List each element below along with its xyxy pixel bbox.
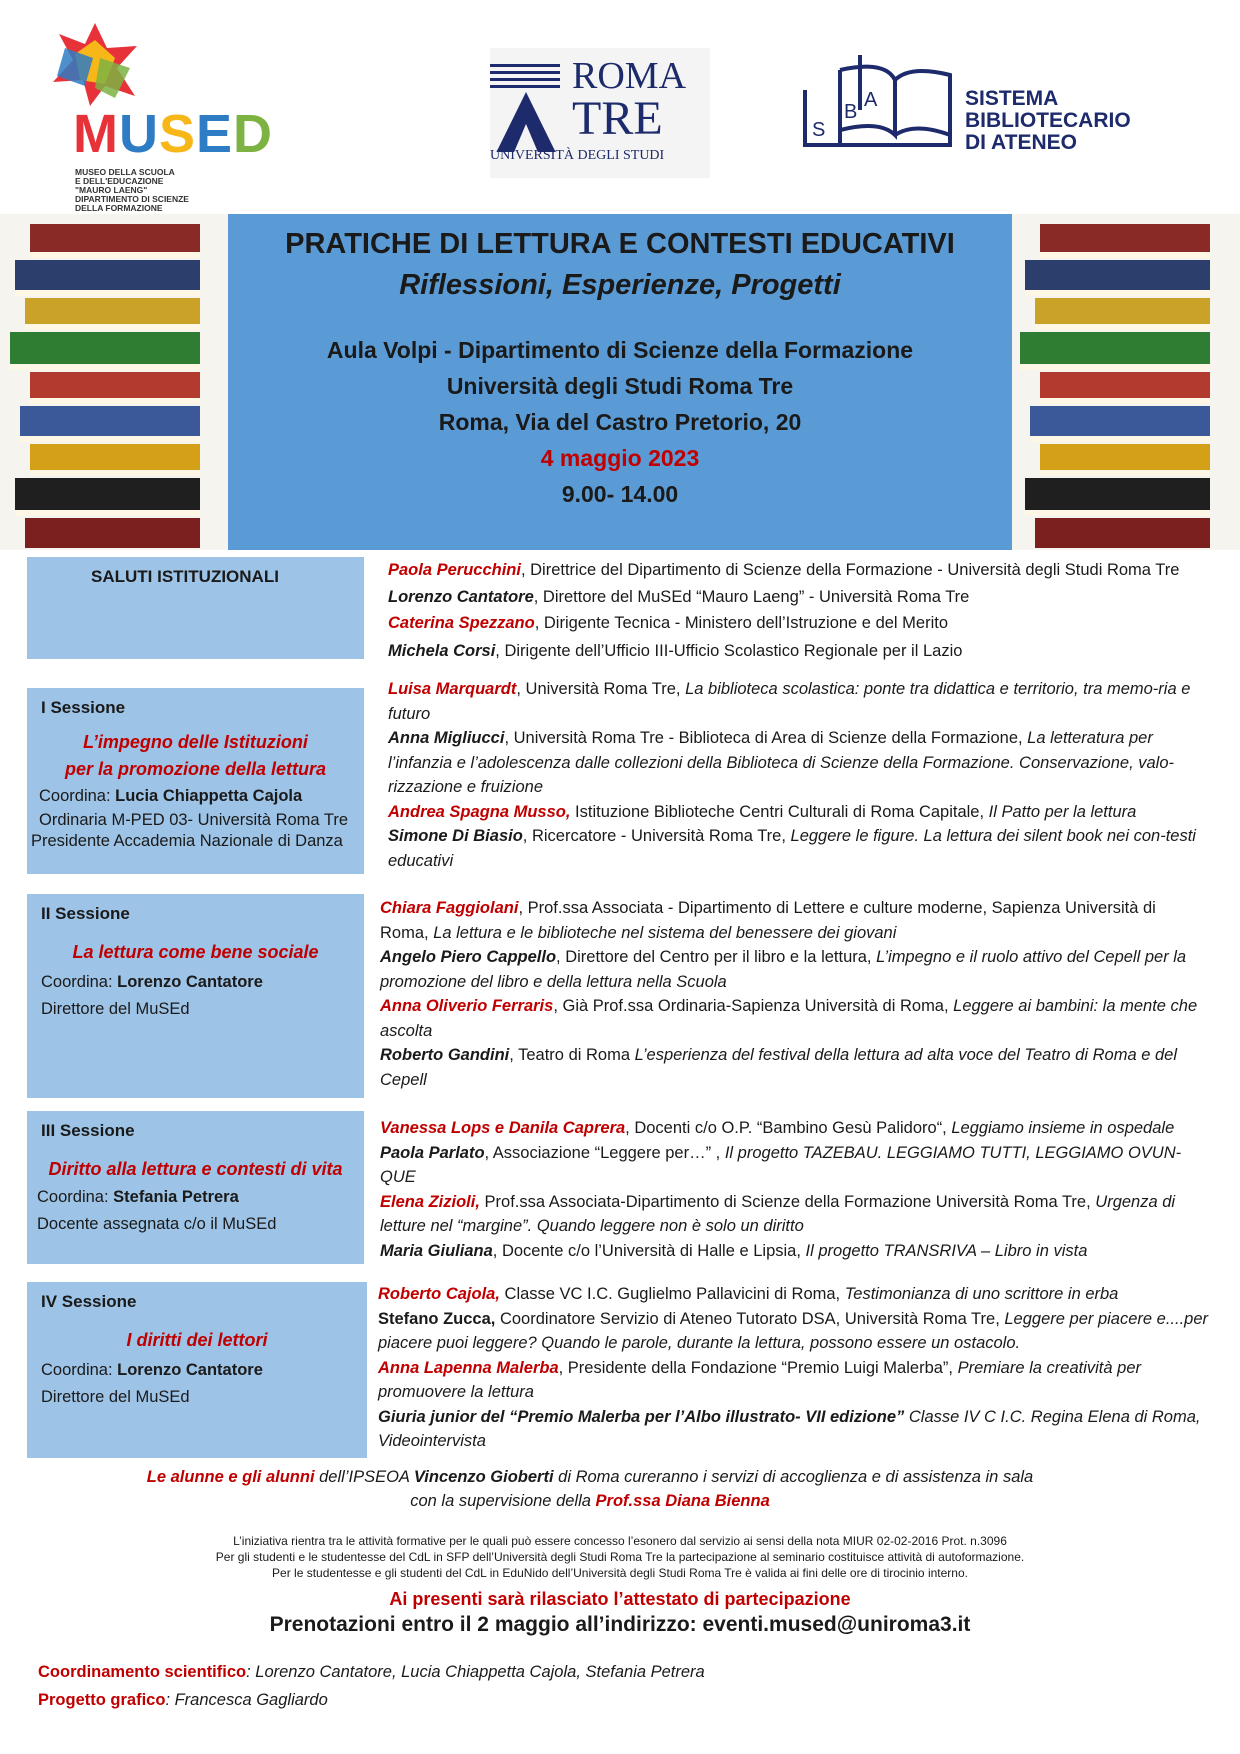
universita-caption: UNIVERSITÀ DEGLI STUDI: [490, 148, 665, 163]
prenotazioni-note: Prenotazioni entro il 2 maggio all’indirizzo: eventi.mused@uniroma3.it: [269, 1613, 971, 1636]
list-item: Maria Giuliana, Docente c/o l’Università di Halle e Lipsia, Il progetto TRANSRIVA – Libro in vista: [380, 1241, 1088, 1260]
roma-word: ROMA: [572, 55, 687, 97]
list-item: Anna Migliucci, Università Roma Tre - Biblioteca di Area di Scienze della Formazione, La letteratura per l’infanzia e l’adolescenza dalle collezioni della Biblioteca di Scienze della Formazione. Conservazione, valo-rizzazione e fruizione: [388, 729, 1175, 796]
info-notes: L’iniziativa rientra tra le attività formative per le quali può essere concesso l’esonero dal servizio ai sensi della nota MIUR 02-02-2016 Prot. n.3096 Per gli studenti e le studentesse del CdL in SFP dell’Università degli Studi Roma Tre la partecipazione al seminario costituisce attività di autoformazione. Per le studentesse e gli studenti del CdL in EduNido dell’Università degli Studi Roma Tre è valida ai fini delle ore di tirocinio interno.: [215, 1534, 1025, 1580]
list-item: Andrea Spagna Musso, Istituzione Biblioteche Centri Culturali di Roma Capitale, Il Patto per la lettura: [388, 802, 1137, 821]
session-1-topic: L’impegno delle Istituzioni per la promozione della lettura: [64, 732, 327, 779]
sba-logo: [800, 50, 1130, 160]
list-item: Giuria junior del “Premio Malerba per l’Albo illustrato- VII edizione” Classe IV C I.C. Regina Elena di Roma, Videointervista: [378, 1407, 1201, 1450]
session-3-list: [380, 1116, 1200, 1263]
event-title: PRATICHE DI LETTURA E CONTESTI EDUCATIVI: [285, 228, 955, 260]
tre-word: TRE: [572, 92, 663, 145]
list-item: Vanessa Lops e Danila Caprera, Docenti c/o O.P. “Bambino Gesù Palidoro“, Leggiamo insieme in ospedale: [380, 1119, 1175, 1137]
list-item: Roberto Cajola, Classe VC I.C. Guglielmo Pallavicini di Roma, Testimonianza di uno scrittore in erba: [378, 1285, 1119, 1303]
list-item: Roberto Gandini, Teatro di Roma L’esperienza del festival della lettura ad alta voce del Teatro di Roma e del Cepell: [380, 1046, 1177, 1089]
event-date: 4 maggio 2023: [540, 445, 700, 471]
roma-tre-arch-icon: [490, 62, 560, 152]
saluti-box: [26, 556, 365, 660]
mused-star-icon: [45, 18, 145, 108]
session-2-label: II Sessione: [41, 904, 130, 923]
session-1-coordinator: Coordina: Lucia Chiappetta Cajola Ordinaria M-PED 03- Università Roma Tre: [39, 787, 349, 829]
venue-address: Roma, Via del Castro Pretorio, 20: [438, 409, 802, 435]
session-1-list: [388, 677, 1198, 873]
list-item: Simone Di Biasio, Ricercatore - Università Roma Tre, Leggere le figure. La lettura dei silent book nei con-testi educativi: [388, 827, 1196, 870]
session-4-label: IV Sessione: [41, 1292, 137, 1311]
session-2-box: [26, 893, 365, 1099]
roma-tre-logo: [490, 48, 710, 178]
list-item: Lorenzo Cantatore, Direttore del MuSEd “Mauro Laeng” - Università Roma Tre: [388, 587, 970, 606]
list-item: Chiara Faggiolani, Prof.ssa Associata - Dipartimento di Lettere e culture moderne, Sapienza Università di Roma, La lettura e le biblioteche nel sistema del benessere dei giovani: [380, 899, 1156, 942]
book-stack-icon: [0, 214, 228, 550]
coordinamento-credit: Coordinamento scientifico: Lorenzo Cantatore, Lucia Chiappetta Cajola, Stefania Petrera: [38, 1663, 705, 1681]
list-item: Luisa Marquardt, Università Roma Tre, La biblioteca scolastica: ponte tra didattica e territorio, tra memo-ria e futuro: [388, 680, 1191, 723]
list-item: Stefano Zucca, Coordinatore Servizio di Ateneo Tutorato DSA, Università Roma Tre, Leggere per piacere e....per piacere puoi leggere? Quando le parole, durante la lettura, possono essere un ostacolo.: [378, 1309, 1209, 1352]
saluti-label: SALUTI ISTITUZIONALI: [91, 567, 279, 586]
open-book-icon: [800, 50, 960, 150]
session-4-topic: I diritti dei lettori: [126, 1330, 268, 1350]
list-item: Paola Parlato, Associazione “Leggere per…” , Il progetto TAZEBAU. LEGGIAMO TUTTI, LEGGIAMO OVUN-QUE: [380, 1143, 1182, 1186]
saluti-list: [388, 558, 1208, 663]
event-banner: [228, 214, 1012, 550]
session-2-topic: La lettura come bene sociale: [72, 942, 319, 962]
session-4-box: [26, 1281, 368, 1459]
list-item: Paola Perucchini, Direttrice del Dipartimento di Scienze della Formazione - Università degli Studi Roma Tre: [388, 561, 1180, 579]
list-item: Michela Corsi, Dirigente dell’Ufficio III-Ufficio Scolastico Regionale per il Lazio: [388, 641, 963, 660]
venue-university: Università degli Studi Roma Tre: [446, 373, 794, 399]
list-item: Angelo Piero Cappello, Direttore del Centro per il libro e la lettura, L’impegno e il ruolo attivo del Cepell per la promozione del libro e della lettura nella Scuola: [380, 948, 1187, 991]
book-stack-icon: [1012, 214, 1240, 550]
book-stack-image-right: [1012, 214, 1240, 550]
venue-room: Aula Volpi - Dipartimento di Scienze della Formazione: [326, 337, 914, 363]
svg-text:S: S: [812, 119, 826, 141]
session-2-list: [380, 896, 1200, 1092]
list-item: Anna Oliverio Ferraris, Già Prof.ssa Ordinaria-Sapienza Università di Roma, Leggere ai bambini: la mente che ascolta: [380, 997, 1198, 1040]
list-item: Elena Zizioli, Prof.ssa Associata-Dipartimento di Scienze della Formazione Università Roma Tre, Urgenza di letture nel “margine”. Quando leggere non è solo un diritto: [380, 1192, 1176, 1235]
sba-text: SISTEMA BIBLIOTECARIO DI ATENEO: [965, 87, 1131, 154]
session-2-coordinator: Coordina: Lorenzo Cantatore Direttore del MuSEd: [41, 973, 263, 1018]
mused-word: MUSED: [73, 104, 274, 164]
session-1-box: [26, 687, 365, 875]
accoglienza-note: Le alunne e gli alunni dell’IPSEOA Vincenzo Gioberti di Roma cureranno i servizi di accoglienza e di assistenza in sala con la supervisione della Prof.ssa Diana Bienna: [146, 1468, 1034, 1510]
svg-text:A: A: [864, 89, 878, 111]
svg-text:B: B: [844, 101, 858, 123]
mused-logo: [45, 18, 295, 213]
event-subtitle: Riflessioni, Esperienze, Progetti: [399, 269, 841, 301]
session-3-label: III Sessione: [41, 1121, 135, 1140]
list-item: Caterina Spezzano, Dirigente Tecnica - Ministero dell’Istruzione e del Merito: [388, 614, 949, 632]
session-4-list: [378, 1282, 1208, 1454]
attestato-note: Ai presenti sarà rilasciato l’attestato di partecipazione: [389, 1589, 851, 1609]
book-stack-image-left: [0, 214, 228, 550]
session-3-box: [26, 1110, 365, 1265]
session-1-label: I Sessione: [41, 698, 126, 717]
session-1-role: Presidente Accademia Nazionale di Danza: [31, 832, 343, 850]
list-item: Anna Lapenna Malerba, Presidente della Fondazione “Premio Luigi Malerba”, Premiare la creatività per promuovere la lettura: [378, 1358, 1141, 1401]
session-3-topic: Diritto alla lettura e contesti di vita: [48, 1159, 343, 1179]
session-3-coordinator: Coordina: Stefania Petrera Docente assegnata c/o il MuSEd: [37, 1188, 277, 1233]
session-4-coordinator: Coordina: Lorenzo Cantatore Direttore del MuSEd: [41, 1361, 263, 1406]
event-time: 9.00- 14.00: [561, 481, 679, 507]
progetto-grafico-credit: Progetto grafico: Francesca Gagliardo: [38, 1691, 328, 1709]
mused-caption: MUSEO DELLA SCUOLA E DELL'EDUCAZIONE "MAURO LAENG" DIPARTIMENTO DI SCIENZE DELLA FORMAZIONE: [75, 167, 189, 213]
